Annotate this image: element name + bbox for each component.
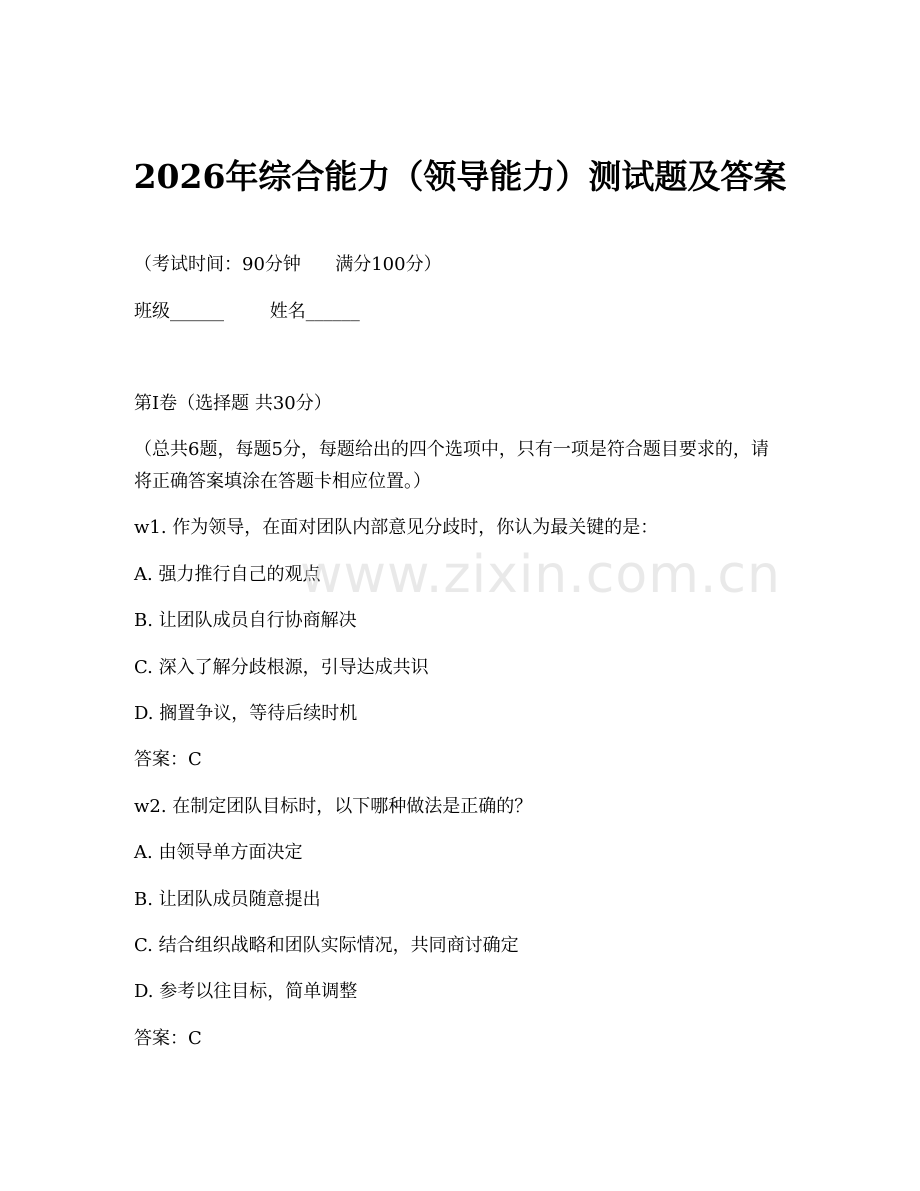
document-title: 2026年综合能力（领导能力）测试题及答案 (133, 157, 787, 196)
question-2-stem: w2. 在制定团队目标时，以下哪种做法是正确的？ (134, 796, 533, 817)
question-1-option-a: A. 强力推行自己的观点 (134, 564, 321, 585)
question-2-option-c: C. 结合组织战略和团队实际情况，共同商讨确定 (134, 935, 519, 956)
question-2-option-b: B. 让团队成员随意提出 (134, 889, 321, 910)
question-1-option-c: C. 深入了解分歧根源，引导达成共识 (134, 657, 429, 678)
question-1-option-d: D. 搁置争议，等待后续时机 (134, 703, 358, 724)
section-heading: 第I卷（选择题 共30分） (134, 393, 332, 414)
question-2-option-d: D. 参考以往目标，简单调整 (134, 981, 358, 1002)
question-1-stem: w1. 作为领导，在面对团队内部意见分歧时，你认为最关键的是： (134, 517, 659, 538)
section-instructions: （总共6题，每题5分，每题给出的四个选项中，只有一项是符合题目要求的，请将正确答案填涂在答题卡相应位置。） (134, 439, 769, 492)
question-2-answer: 答案：C (134, 1028, 202, 1049)
name-class-line: 班级______ 姓名______ (134, 301, 360, 322)
question-1-answer: 答案：C (134, 749, 202, 770)
watermark: www.zixin.com.cn (300, 545, 781, 605)
question-2-option-a: A. 由领导单方面决定 (134, 842, 303, 863)
question-1-option-b: B. 让团队成员自行协商解决 (134, 610, 357, 631)
exam-info: （考试时间：90分钟 满分100分） (134, 254, 442, 275)
